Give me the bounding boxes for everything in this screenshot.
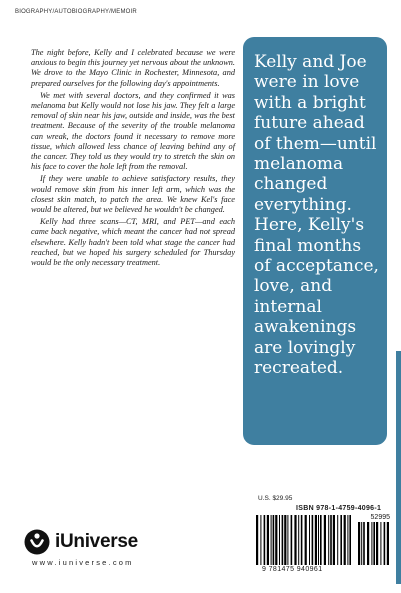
category-label: BIOGRAPHY/AUTOBIOGRAPHY/MEMOIR (15, 9, 137, 15)
publisher-logo (23, 528, 138, 556)
barcode-bars (256, 515, 352, 565)
excerpt-paragraph: If they were unable to achieve satisfactory results, they would remove skin from his inner left arm, which was the closest skin match, to patch the area. We knew Kel's face would be altered, but we believed he wouldn't be changed. (31, 174, 235, 215)
price-label: U.S. $29.95 (258, 495, 293, 502)
publisher-logo-icon (23, 528, 51, 556)
side-accent-bar (396, 351, 401, 584)
barcode-addon-code: 52995 (370, 514, 390, 521)
excerpt-paragraph: We met with several doctors, and they confirmed it was melanoma but Kelly would not lose his jaw. They felt a large removal of skin near his jaw, outside and inside, was the best treatment. Because of the severity of the trouble melanoma can wreak, the doctors found it necessary to remove more tissue, which allowed less chance of leaving behind any of the cancer. They told us they would try to stretch the skin on his face to cover the hole left from the removal. (31, 90, 235, 172)
excerpt-paragraph: The night before, Kelly and I celebrated because we were anxious to begin this journey yet nervous about the unknown. We drove to the Mayo Clinic in Rochester, Minnesota, and prepared ourselves for the following day's appointments. (31, 48, 235, 88)
barcode (256, 505, 394, 580)
blurb-text: Kelly and Joe were in love with a bright future ahead of them—until melanoma changed everything. Here, Kelly's final months of acceptance, love, and internal awakenings are lovingly recreated. (254, 52, 379, 379)
publisher-url: www.iuniverse.com (32, 558, 134, 567)
blurb-panel (243, 37, 387, 445)
excerpt-text (31, 48, 235, 270)
publisher-name: iUniverse (55, 531, 138, 552)
excerpt-paragraph: Kelly had three scans—CT, MRI, and PET—and each came back negative, which meant the cancer had not spread elsewhere. Kelly hadn't been told what stage the cancer had reached, but we hoped his surgery scheduled for Thursday would be the only necessary treatment. (31, 217, 235, 268)
barcode-digits: 9 781475 940961 (262, 566, 323, 573)
isbn-label: ISBN 978-1-4759-4096-1 (296, 505, 382, 512)
barcode-addon-bars (358, 522, 392, 565)
